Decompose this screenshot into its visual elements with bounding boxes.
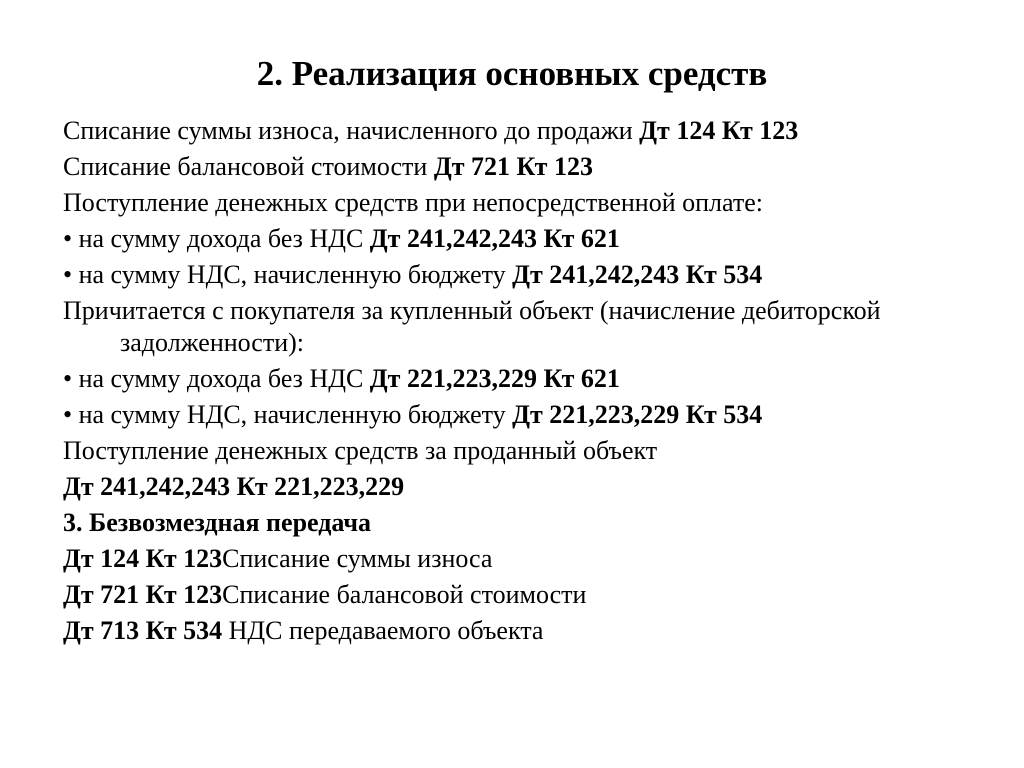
line-text: • на сумму дохода без НДС	[63, 364, 370, 393]
entry-code: Дт 221,223,229 Кт 534	[512, 400, 763, 429]
line-text: Списание суммы износа, начисленного до продажи	[63, 116, 640, 145]
text-line-cash-receipt-direct	[63, 185, 1003, 221]
line-text: Списание балансовой стоимости	[63, 152, 434, 181]
entry-code: Дт 124 Кт 123	[63, 544, 223, 573]
text-line-write-off-book-value	[63, 149, 1003, 185]
bullet-vat-budget	[63, 257, 1003, 293]
line-text: Причитается с покупателя за купленный объект (начисление дебиторской задолженности):	[63, 296, 881, 357]
text-line-write-off-depreciation	[63, 113, 1003, 149]
line-text: Поступление денежных средств за проданный объект	[63, 436, 658, 465]
slide-content	[63, 113, 1003, 649]
line-text: • на сумму дохода без НДС	[63, 224, 370, 253]
entry-code: Дт 241,242,243 Кт 621	[369, 224, 620, 253]
entry-code: Дт 721 Кт 123	[433, 152, 593, 181]
section-heading-free-transfer	[63, 505, 1003, 541]
entry-cash-receipt-sold	[63, 469, 1003, 505]
entry-free-transfer-book-value	[63, 577, 1003, 613]
entry-code: Дт 241,242,243 Кт 221,223,229	[63, 472, 405, 501]
bullet-income-excl-vat	[63, 221, 1003, 257]
entry-code: Дт 721 Кт 123	[63, 580, 223, 609]
line-text: • на сумму НДС, начисленную бюджету	[63, 260, 513, 289]
entry-free-transfer-depreciation	[63, 541, 1003, 577]
line-text: Списание суммы износа	[222, 544, 493, 573]
text-line-receivable	[63, 295, 1003, 359]
entry-code: Дт 713 Кт 534	[63, 616, 223, 645]
text-line-cash-receipt-sold	[63, 433, 1003, 469]
bullet-vat-budget-receivable	[63, 397, 1003, 433]
entry-code: Дт 124 Кт 123	[639, 116, 799, 145]
bullet-income-excl-vat-receivable	[63, 361, 1003, 397]
section-heading: 3. Безвозмездная передача	[63, 508, 372, 537]
line-text: НДС передаваемого объекта	[222, 616, 544, 645]
line-text: • на сумму НДС, начисленную бюджету	[63, 400, 513, 429]
line-text: Поступление денежных средств при непосредственной оплате:	[63, 188, 763, 217]
entry-code: Дт 221,223,229 Кт 621	[369, 364, 620, 393]
entry-code: Дт 241,242,243 Кт 534	[512, 260, 763, 289]
slide-title: 2. Реализация основных средств	[256, 54, 768, 93]
line-text: Списание балансовой стоимости	[222, 580, 587, 609]
entry-free-transfer-vat	[63, 613, 1003, 649]
